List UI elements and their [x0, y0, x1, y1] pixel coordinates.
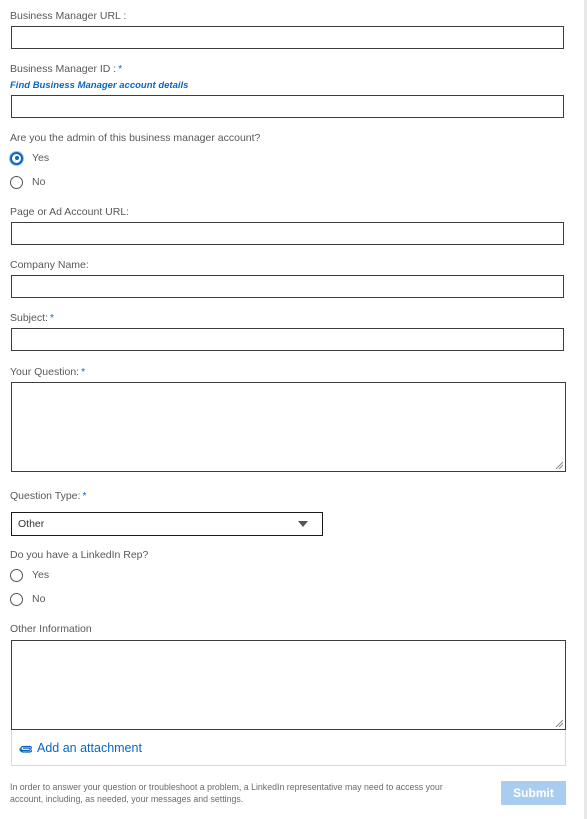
question-type-select[interactable]: [11, 512, 323, 536]
linkedin-rep-yes-label: Yes: [32, 569, 50, 581]
admin-yes-radio[interactable]: [10, 152, 23, 165]
subject-input[interactable]: [11, 328, 564, 351]
linkedin-rep-option-yes[interactable]: [10, 567, 49, 583]
business-manager-id-input[interactable]: [11, 95, 564, 118]
attachment-area: [11, 730, 566, 766]
business-manager-id-label-text: Business Manager ID :: [10, 63, 117, 75]
question-type-label-text: Question Type:: [10, 490, 81, 502]
linkedin-rep-option-no[interactable]: [10, 591, 45, 607]
company-name-label: Company Name:: [10, 259, 89, 271]
linkedin-rep-no-label: No: [32, 593, 46, 605]
admin-yes-label: Yes: [32, 152, 50, 164]
subject-label: [10, 312, 54, 324]
subject-label-text: Subject:: [10, 312, 48, 324]
linkedin-rep-yes-radio[interactable]: [10, 569, 23, 582]
add-attachment-link[interactable]: [18, 741, 142, 755]
admin-no-label: No: [32, 176, 46, 188]
required-marker: *: [82, 491, 87, 502]
resize-grip-icon[interactable]: [555, 719, 563, 727]
add-attachment-label: Add an attachment: [37, 740, 142, 755]
question-type-label: [10, 490, 86, 502]
paperclip-icon: [18, 743, 32, 753]
other-information-label: Other Information: [10, 623, 92, 635]
business-manager-url-label-text: Business Manager URL :: [10, 10, 127, 22]
admin-option-no[interactable]: [10, 174, 45, 190]
business-manager-url-input[interactable]: [11, 26, 564, 49]
other-information-textarea[interactable]: [11, 640, 566, 730]
required-marker: *: [81, 367, 85, 378]
your-question-textarea[interactable]: [11, 382, 566, 472]
company-name-input[interactable]: [11, 275, 564, 298]
linkedin-rep-no-radio[interactable]: [10, 593, 23, 606]
your-question-label: [10, 366, 85, 378]
linkedin-rep-label: Do you have a LinkedIn Rep?: [10, 549, 149, 561]
find-business-manager-link[interactable]: Find Business Manager account details: [10, 80, 189, 91]
caret-down-icon: [298, 521, 308, 527]
resize-grip-icon[interactable]: [555, 461, 563, 469]
business-manager-url-label: [10, 10, 126, 22]
business-manager-id-label: [10, 63, 122, 75]
your-question-label-text: Your Question:: [10, 366, 80, 378]
admin-option-yes[interactable]: [10, 150, 49, 166]
required-marker: *: [118, 64, 123, 75]
question-type-selected-value: Other: [18, 518, 45, 530]
required-marker: *: [49, 313, 54, 324]
admin-no-radio[interactable]: [10, 176, 23, 189]
page-or-ad-account-url-label: Page or Ad Account URL:: [10, 206, 130, 218]
admin-question-label: Are you the admin of this business manager account?: [10, 132, 261, 144]
privacy-disclaimer: In order to answer your question or troubleshoot a problem, a LinkedIn representative may need to access your account, including, as needed, your messages and settings.: [10, 782, 443, 804]
page-or-ad-account-url-input[interactable]: [11, 222, 564, 245]
submit-button[interactable]: Submit: [501, 781, 566, 805]
